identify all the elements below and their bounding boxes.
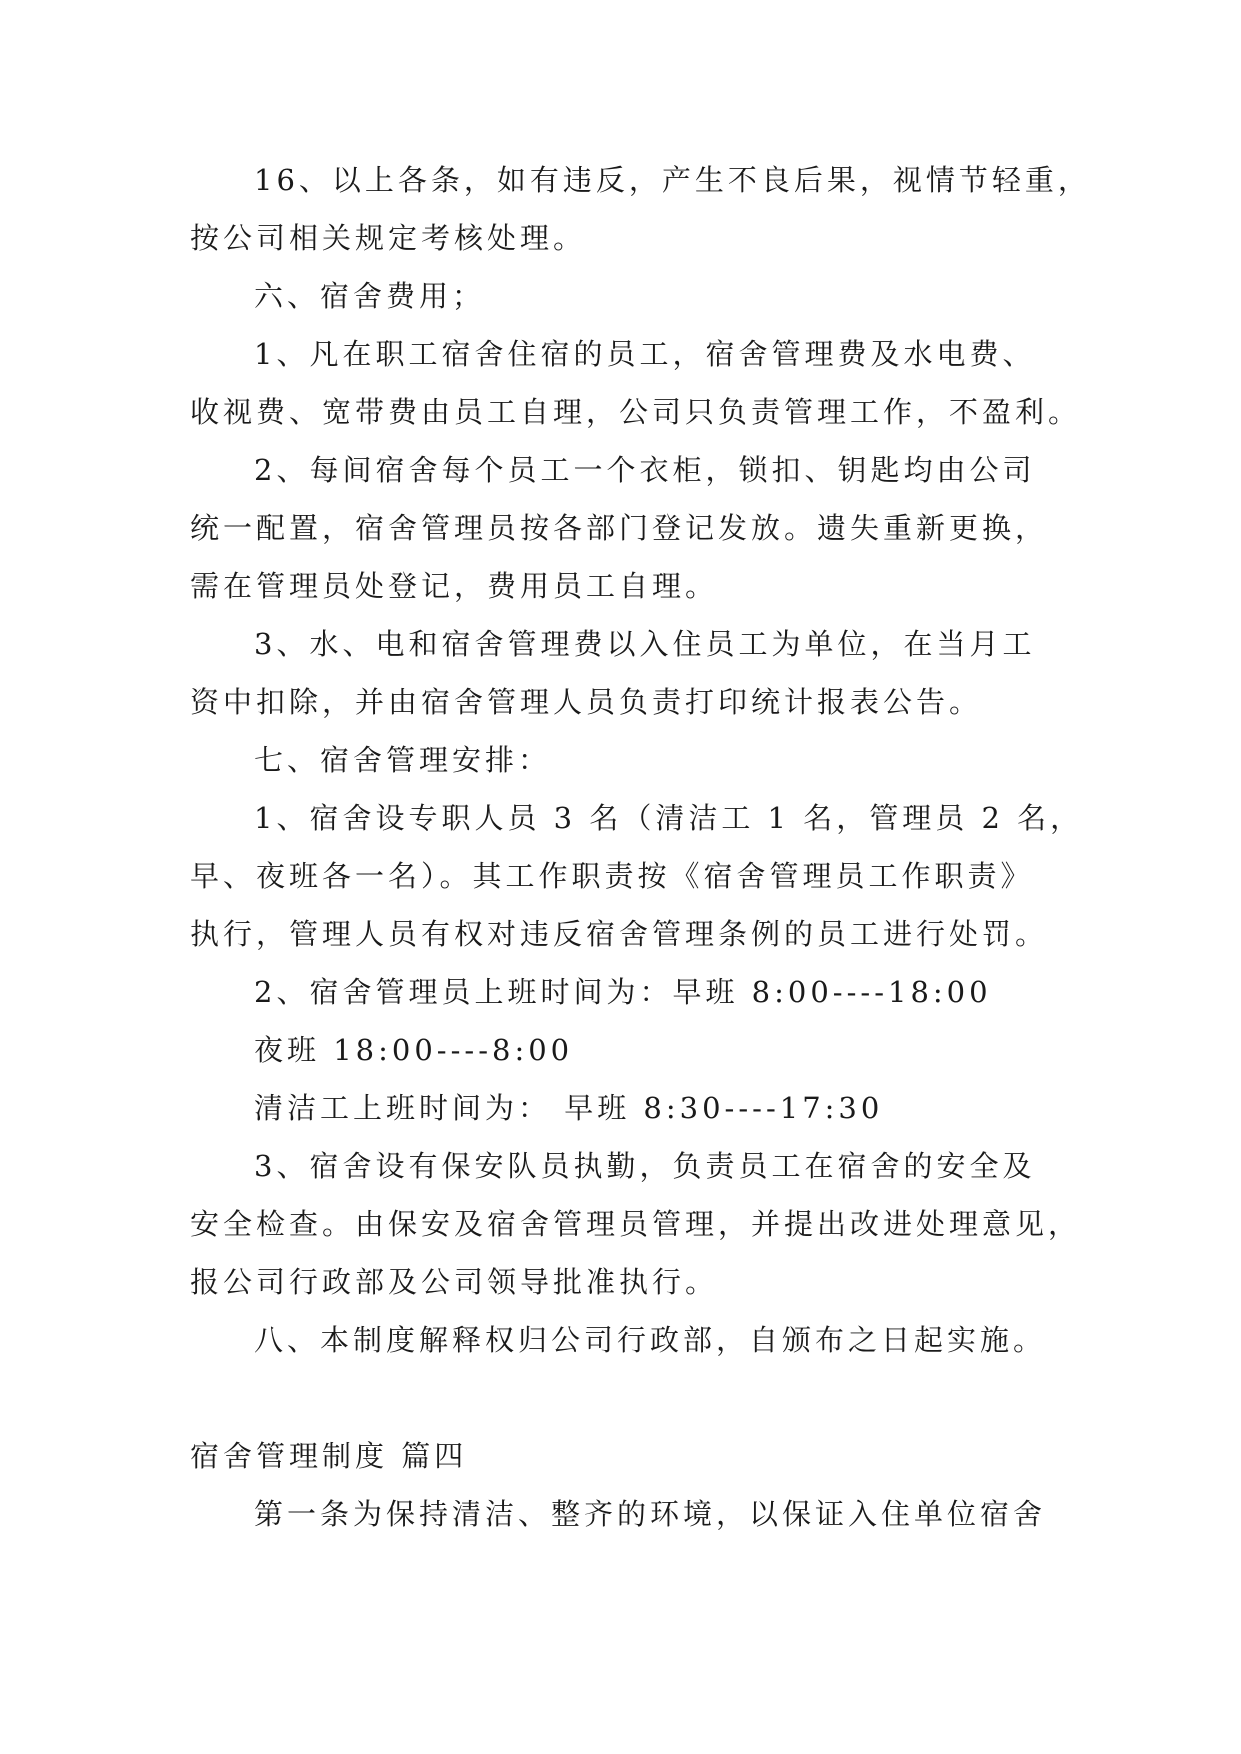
- text-line-7: 统一配置，宿舍管理员按各部门登记发放。遗失重新更换，: [190, 511, 1049, 545]
- text-line-6: 2、每间宿舍每个员工一个衣柜，锁扣、钥匙均由公司: [254, 453, 1036, 487]
- text-line-17: 清洁工上班时间为： 早班 8:30----17:30: [254, 1091, 884, 1125]
- text-line-15: 2、宿舍管理员上班时间为：早班 8:00----18:00: [254, 975, 992, 1009]
- text-line-8: 需在管理员处登记，费用员工自理。: [190, 569, 719, 603]
- text-line-12: 1、宿舍设专职人员 3 名（清洁工 1 名，管理员 2 名，: [254, 801, 1084, 835]
- text-line-14: 执行，管理人员有权对违反宿舍管理条例的员工进行处罚。: [190, 917, 1049, 951]
- text-line-16: 夜班 18:00----8:00: [254, 1033, 574, 1067]
- section-heading-8: 八、本制度解释权归公司行政部，自颁布之日起实施。: [254, 1323, 1047, 1357]
- text-line-5: 收视费、宽带费由员工自理，公司只负责管理工作，不盈利。: [190, 395, 1082, 429]
- text-line-19: 安全检查。由保安及宿舍管理员管理，并提出改进处理意见，: [190, 1207, 1082, 1241]
- text-line-9: 3、水、电和宿舍管理费以入住员工为单位，在当月工: [254, 627, 1036, 661]
- section-heading-7: 七、宿舍管理安排：: [254, 743, 552, 777]
- text-line-18: 3、宿舍设有保安队员执勤，负责员工在宿舍的安全及: [254, 1149, 1036, 1183]
- text-line-20: 报公司行政部及公司领导批准执行。: [190, 1265, 719, 1299]
- text-line-13: 早、夜班各一名）。其工作职责按《宿舍管理员工作职责》: [190, 859, 1034, 893]
- text-line-4: 1、凡在职工宿舍住宿的员工，宿舍管理费及水电费、: [254, 337, 1036, 371]
- text-line-10: 资中扣除，并由宿舍管理人员负责打印统计报表公告。: [190, 685, 983, 719]
- text-line-2: 按公司相关规定考核处理。: [190, 221, 587, 255]
- text-line-1: 16、以上各条，如有违反，产生不良后果，视情节轻重，: [254, 163, 1091, 197]
- article-title: 宿舍管理制度 篇四: [190, 1439, 468, 1473]
- text-line-23: 第一条为保持清洁、整齐的环境，以保证入住单位宿舍: [254, 1497, 1047, 1531]
- section-heading-6: 六、宿舍费用；: [254, 279, 486, 313]
